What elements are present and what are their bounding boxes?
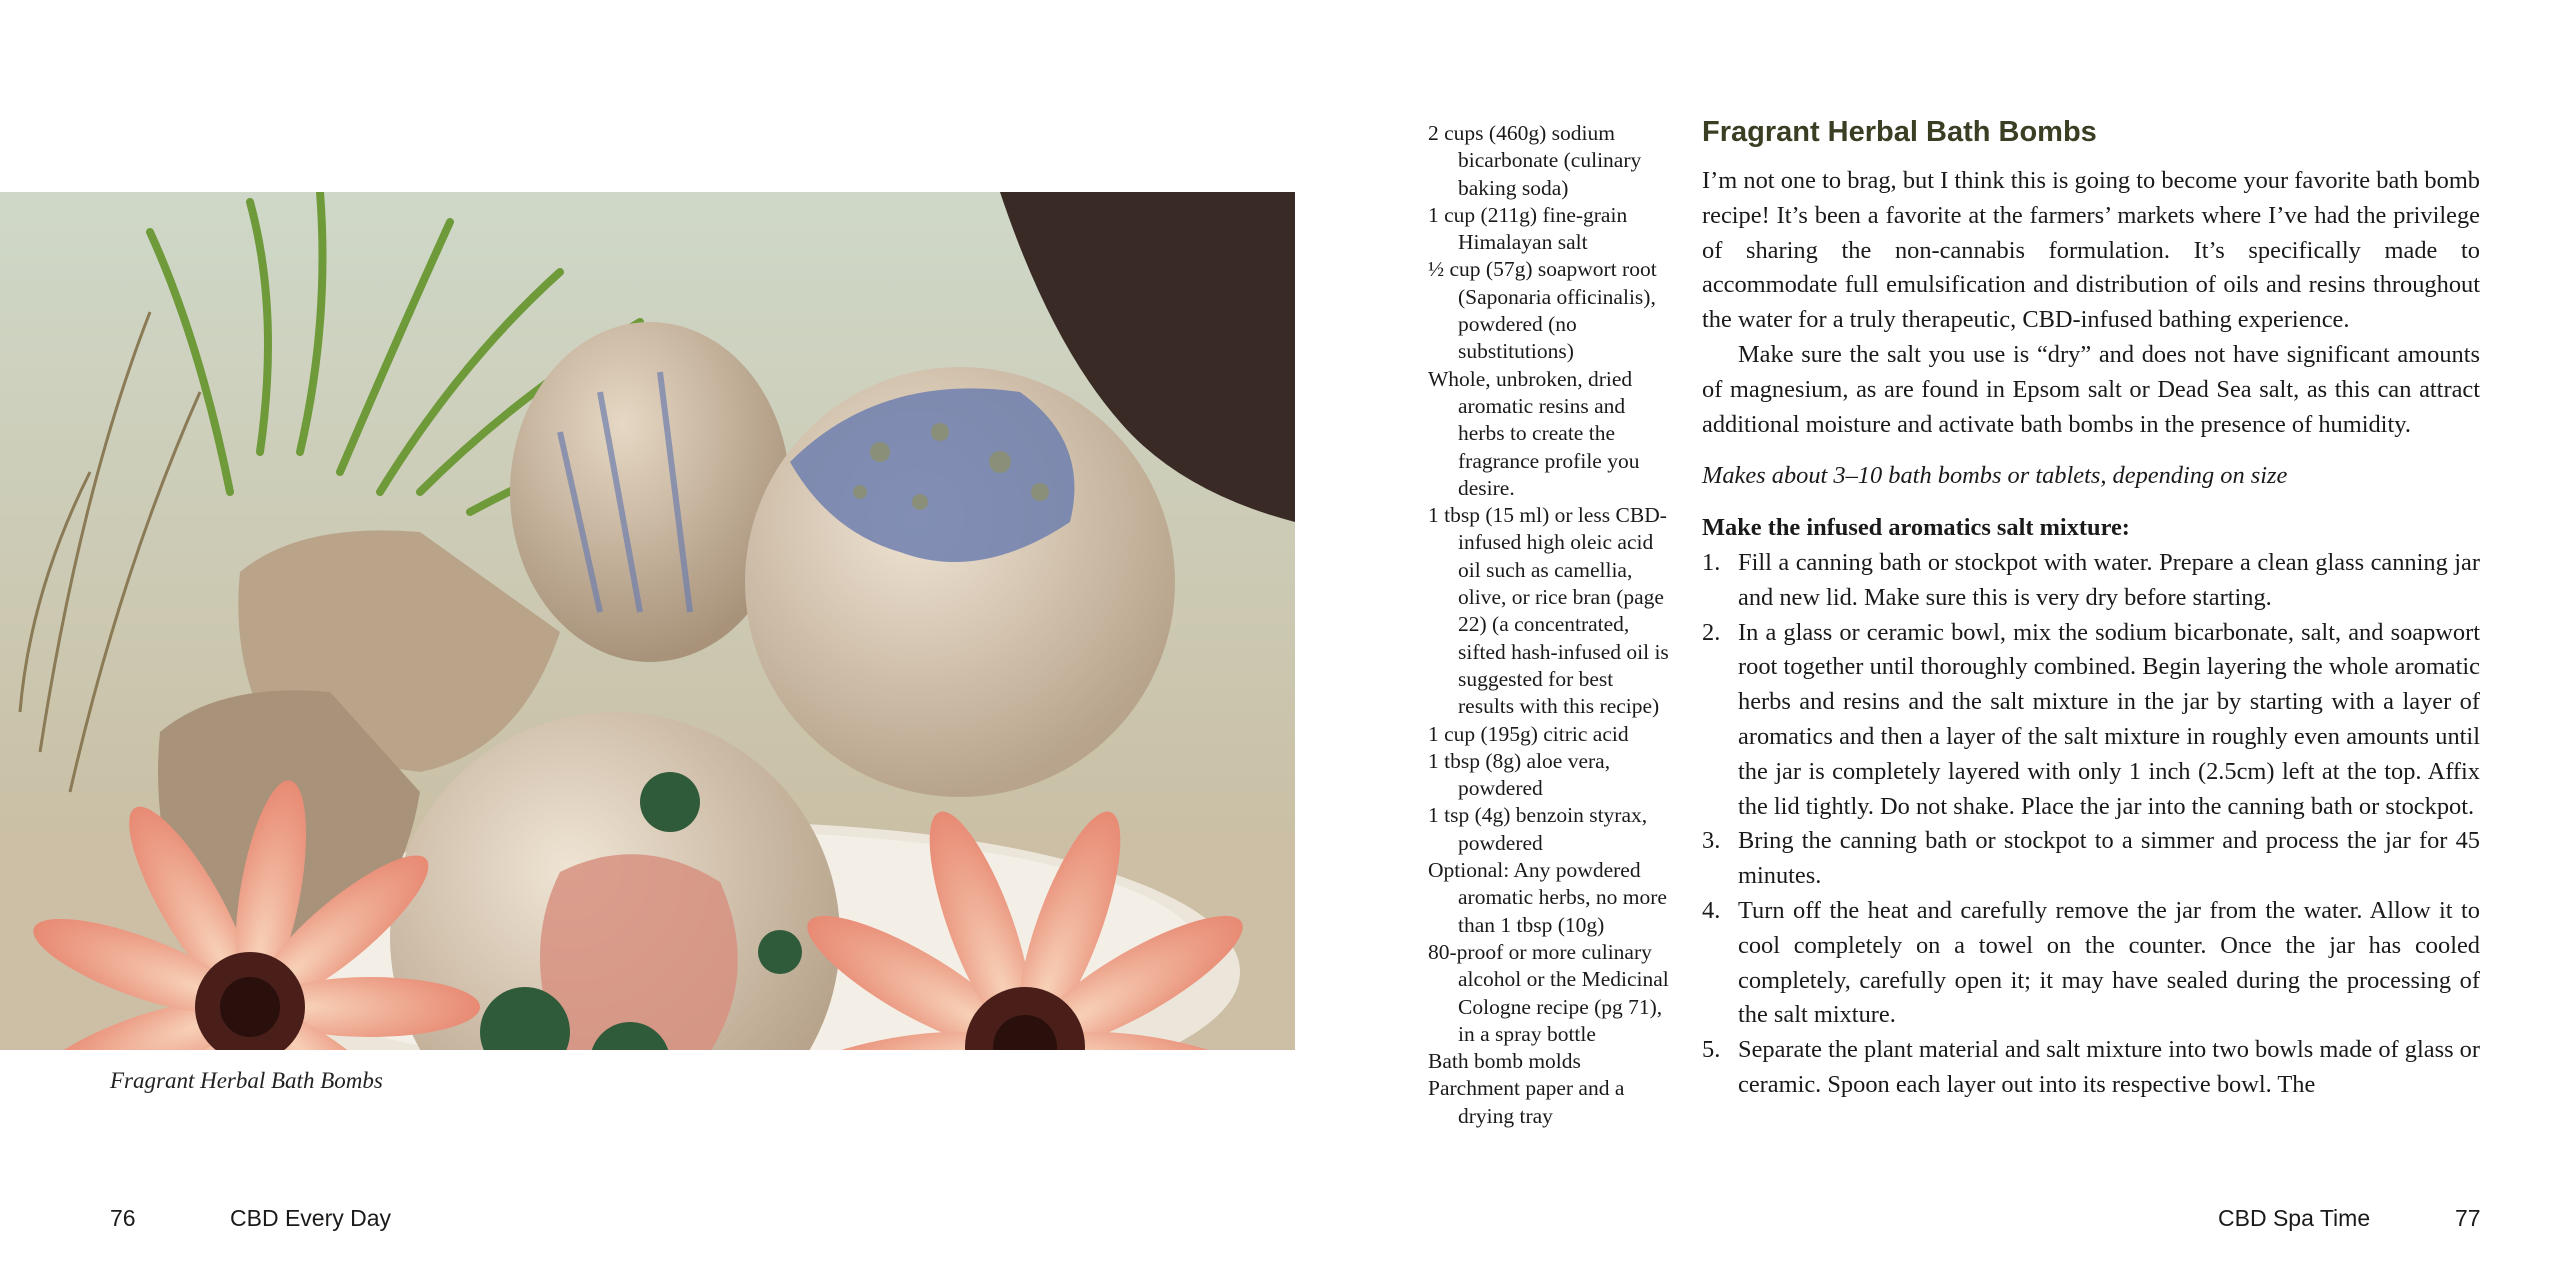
step-number: 4.: [1702, 896, 1721, 924]
step-number: 2.: [1702, 618, 1721, 646]
step-number: 1.: [1702, 548, 1721, 576]
running-title-right: CBD Spa Time: [2218, 1205, 2371, 1231]
ingredient-item: ½ cup (57g) soapwort root (Saponaria officinalis), powdered (no substitutions): [1428, 257, 1657, 364]
ingredient-item: 1 cup (195g) citric acid: [1428, 721, 1629, 746]
recipe-title: Fragrant Herbal Bath Bombs: [1702, 116, 2097, 148]
step-item: [1702, 1033, 2480, 1103]
step-number: 3.: [1702, 827, 1721, 855]
step-text: In a glass or ceramic bowl, mix the sodium bicarbonate, salt, and soapwort root together until thoroughly combined. Begin layering the whole aromatic herbs and resins and the salt mixture in the jar by starting with a layer of aromatics and then a layer of the salt mixture in roughly even amounts until the jar is completely layered with only 1 inch (2.5cm) left at the top. Affix the lid tightly. Do not shake. Place the jar into the canning bath or stockpot.: [1738, 618, 2480, 820]
ingredient-item: 80-proof or more culinary alcohol or the Medicinal Cologne recipe (pg 71), in a spray bottle: [1428, 939, 1669, 1046]
step-number: 5.: [1702, 1036, 1721, 1064]
ingredient-item: 2 cups (460g) sodium bicarbonate (culinary baking soda): [1428, 121, 1642, 200]
recipe-intro: [1702, 164, 2480, 442]
step-text: Fill a canning bath or stockpot with water. Prepare a clean glass canning jar and new lid. Make sure this is very dry before starting.: [1738, 548, 2480, 611]
step-text: Separate the plant material and salt mixture into two bowls made of glass or ceramic. Spoon each layer out into its respective bowl. The: [1738, 1036, 2480, 1098]
ingredient-item: 1 tbsp (8g) aloe vera, powdered: [1428, 748, 1611, 801]
page-number-left: 76: [110, 1205, 136, 1231]
recipe-main-column: [1702, 112, 2480, 1103]
intro-paragraph: I’m not one to brag, but I think this is going to become your favorite bath bomb recipe! It’s been a favorite at the farmers’ markets where I’ve had the privilege of sharing the non-cannabis formulation. It’s specifically made to accommodate full emulsification and distribution of oils and resins throughout the water for a truly therapeutic, CBD-infused bathing experience.: [1702, 167, 2480, 334]
page-number-right: 77: [2455, 1205, 2481, 1231]
step-text: Turn off the heat and carefully remove the jar from the water. Allow it to cool completely on a towel on the counter. Once the jar has cooled completely, carefully open it; it may have sealed during the processing of the salt mixture.: [1738, 896, 2480, 1029]
ingredient-item: Whole, unbroken, dried aromatic resins and herbs to create the fragrance profile you desire.: [1428, 366, 1640, 500]
step-list: [1702, 546, 2480, 1103]
bath-bombs-photo: [0, 192, 1295, 1050]
step-item: [1702, 616, 2480, 825]
step-item: [1702, 824, 2480, 894]
step-item: [1702, 894, 2480, 1033]
photo-caption: Fragrant Herbal Bath Bombs: [110, 1068, 383, 1093]
ingredient-item: Parchment paper and a drying tray: [1428, 1076, 1625, 1128]
ingredient-item: Bath bomb molds: [1428, 1049, 1581, 1074]
section-subhead: Make the infused aromatics salt mixture:: [1702, 514, 2130, 542]
step-item: [1702, 546, 2480, 616]
ingredient-item: Optional: Any powdered aromatic herbs, no more than 1 tbsp (10g): [1428, 858, 1667, 937]
step-text: Bring the canning bath or stockpot to a simmer and process the jar for 45 minutes.: [1738, 827, 2480, 890]
intro-paragraph: Make sure the salt you use is “dry” and does not have significant amounts of magnesium, as are found in Epsom salt or Dead Sea salt, as this can attract additional moisture and activate bath bombs in the presence of humidity.: [1702, 340, 2480, 438]
ingredient-item: 1 tbsp (15 ml) or less CBD-infused high oleic acid oil such as camellia, olive, or rice bran (page 22) (a concentrated, sifted hash-infused oil is suggested for best results with this recipe): [1428, 503, 1669, 719]
ingredient-item: 1 tsp (4g) benzoin styrax, powdered: [1428, 803, 1648, 855]
running-title-left: CBD Every Day: [230, 1205, 392, 1231]
bath-bombs-photo-icon: [0, 192, 1295, 1050]
ingredient-list: [1428, 120, 1673, 1130]
recipe-yield: Makes about 3–10 bath bombs or tablets, depending on size: [1702, 462, 2288, 490]
ingredient-item: 1 cup (211g) fine-grain Himalayan salt: [1428, 202, 1628, 255]
